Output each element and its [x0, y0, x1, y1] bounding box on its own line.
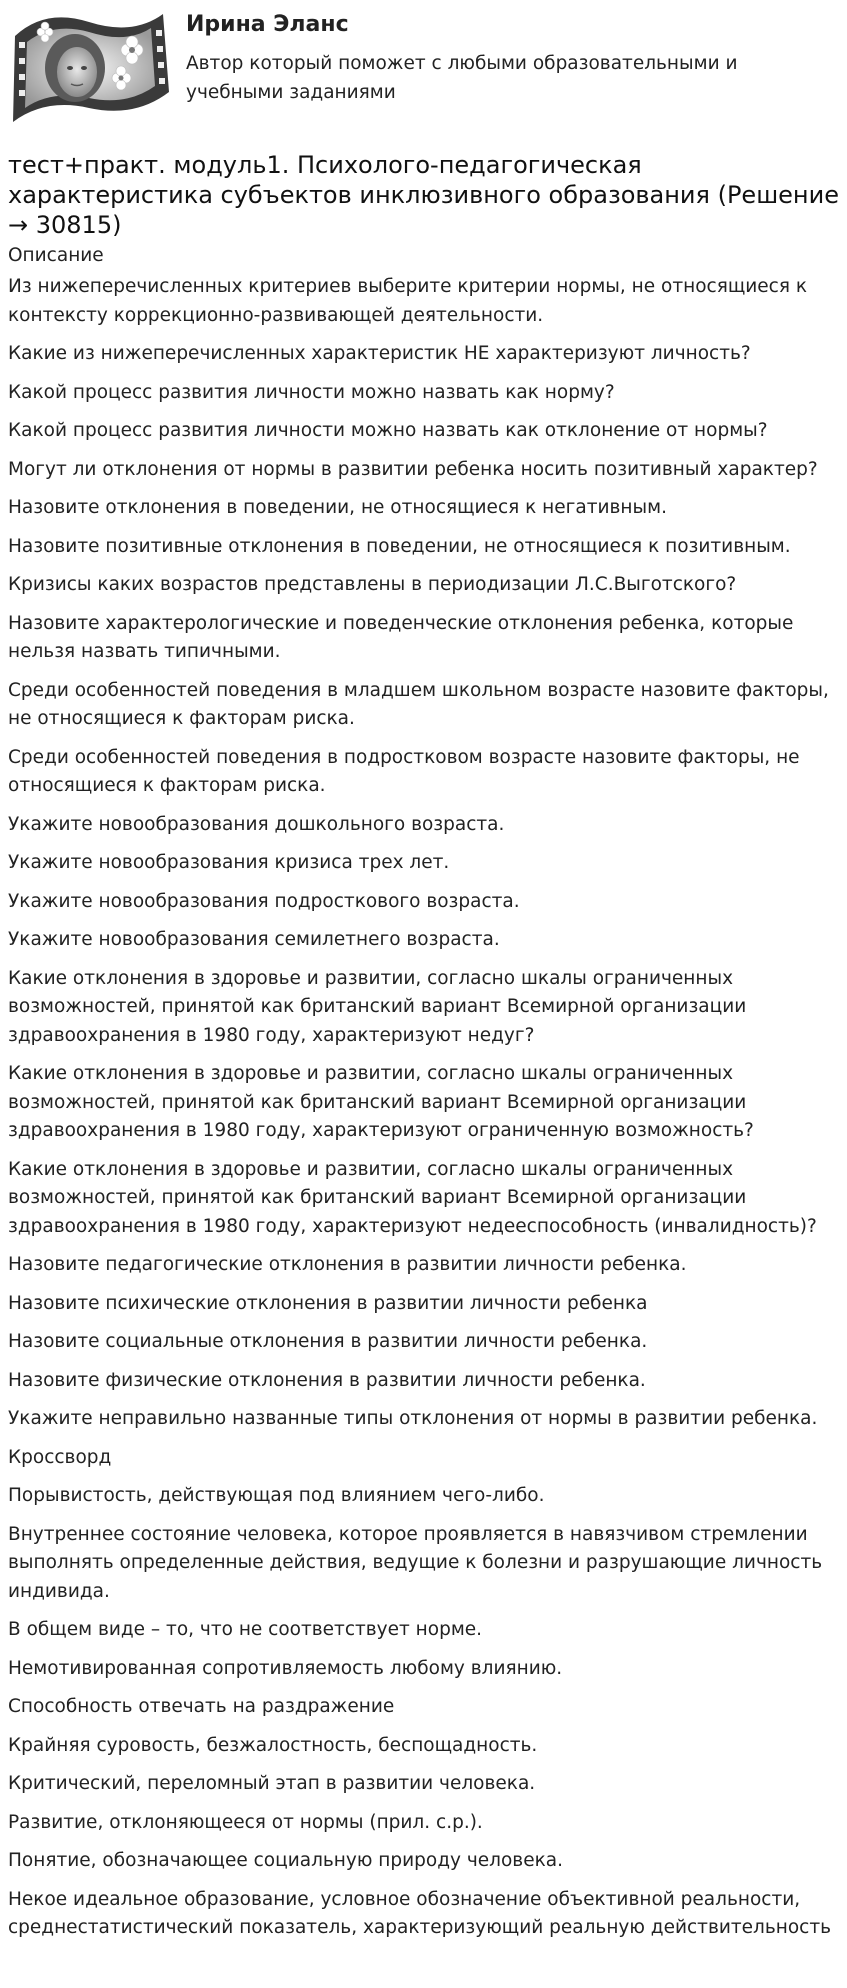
list-item: Назовите педагогические отклонения в развитии личности ребенка. — [8, 1254, 687, 1275]
avatar-image — [5, 8, 173, 128]
list-item: Порывистость, действующая под влиянием чего-либо. — [8, 1485, 545, 1506]
list-item: Какой процесс развития личности можно назвать как отклонение от нормы? — [8, 420, 768, 441]
list-item: Понятие, обозначающее социальную природу человека. — [8, 1850, 563, 1871]
list-item: Кризисы каких возрастов представлены в периодизации Л.С.Выготского? — [8, 574, 737, 595]
list-item: Какие отклонения в здоровье и развитии, согласно шкалы ограниченных возможностей, принятой как британский вариант Всемирной организации здравоохранения в 1980 году, характеризуют недееспособность (инвалидность)? — [8, 1158, 817, 1237]
list-item: Кроссворд — [8, 1446, 112, 1468]
list-item: Назовите позитивные отклонения в поведении, не относящиеся к позитивным. — [8, 535, 791, 557]
list-item: Некое идеальное образование, условное обозначение объективной реальности, среднестатистический показатель, характеризующий реальную действительность — [8, 1888, 832, 1938]
list-item: Назовите отклонения в поведении, не относящиеся к негативным. — [8, 497, 667, 518]
list-item: Среди особенностей поведения в подростковом возрасте назовите факторы, не относящиеся к факторам риска. — [8, 746, 800, 796]
list-item: Назовите характерологические и поведенческие отклонения ребенка, которые нельзя назвать типичными. — [8, 612, 794, 662]
avatar[interactable] — [5, 8, 173, 128]
list-item: Способность отвечать на раздражение — [8, 1696, 395, 1717]
list-item: Укажите новообразования подросткового возраста. — [8, 890, 520, 912]
list-item: Укажите новообразования семилетнего возраста. — [8, 929, 500, 950]
list-item: Назовите психические отклонения в развитии личности ребенка — [8, 1292, 648, 1314]
description-list — [8, 273, 843, 1953]
list-item: Назовите физические отклонения в развитии личности ребенка. — [8, 1369, 646, 1391]
list-item: Критический, переломный этап в развитии человека. — [8, 1773, 536, 1794]
list-item: Укажите неправильно названные типы отклонения от нормы в развитии ребенка. — [8, 1408, 818, 1429]
page-title: тест+практ. модуль1. Психолого-педагогическая характеристика субъектов инклюзивного образования (Решение → 30815) — [8, 151, 839, 239]
list-item: Какой процесс развития личности можно назвать как норму? — [8, 381, 615, 403]
list-item: Внутреннее состояние человека, которое проявляется в навязчивом стремлении выполнять определенные действия, ведущие к болезни и разрушающие личность индивида. — [8, 1523, 823, 1602]
list-item: Развитие, отклоняющееся от нормы (прил. с.р.). — [8, 1811, 483, 1833]
list-item: Какие отклонения в здоровье и развитии, согласно шкалы ограниченных возможностей, принятой как британский вариант Всемирной организации здравоохранения в 1980 году, характеризуют ограниченную возможность? — [8, 1063, 754, 1141]
author-name[interactable]: Ирина Эланс — [186, 12, 349, 37]
list-item: Какие из нижеперечисленных характеристик НЕ характеризуют личность? — [8, 343, 751, 364]
author-header — [0, 0, 847, 150]
list-item: В общем виде – то, что не соответствует норме. — [8, 1619, 483, 1640]
list-item: Среди особенностей поведения в младшем школьном возрасте назовите факторы, не относящиеся к факторам риска. — [8, 679, 829, 729]
list-item: Укажите новообразования кризиса трех лет. — [8, 852, 450, 873]
author-description: Автор который поможет с любыми образовательными и учебными заданиями — [186, 53, 738, 103]
list-item: Из нижеперечисленных критериев выберите критерии нормы, не относящиеся к контексту коррекционно-развивающей деятельности. — [8, 276, 808, 326]
description-label: Описание — [8, 245, 104, 266]
list-item: Крайняя суровость, безжалостность, беспощадность. — [8, 1734, 538, 1756]
list-item: Укажите новообразования дошкольного возраста. — [8, 813, 505, 835]
list-item: Какие отклонения в здоровье и развитии, согласно шкалы ограниченных возможностей, принятой как британский вариант Всемирной организации здравоохранения в 1980 году, характеризуют недуг? — [8, 967, 747, 1046]
list-item: Назовите социальные отклонения в развитии личности ребенка. — [8, 1331, 648, 1352]
list-item: Немотивированная сопротивляемость любому влиянию. — [8, 1657, 563, 1679]
list-item: Могут ли отклонения от нормы в развитии ребенка носить позитивный характер? — [8, 458, 818, 480]
